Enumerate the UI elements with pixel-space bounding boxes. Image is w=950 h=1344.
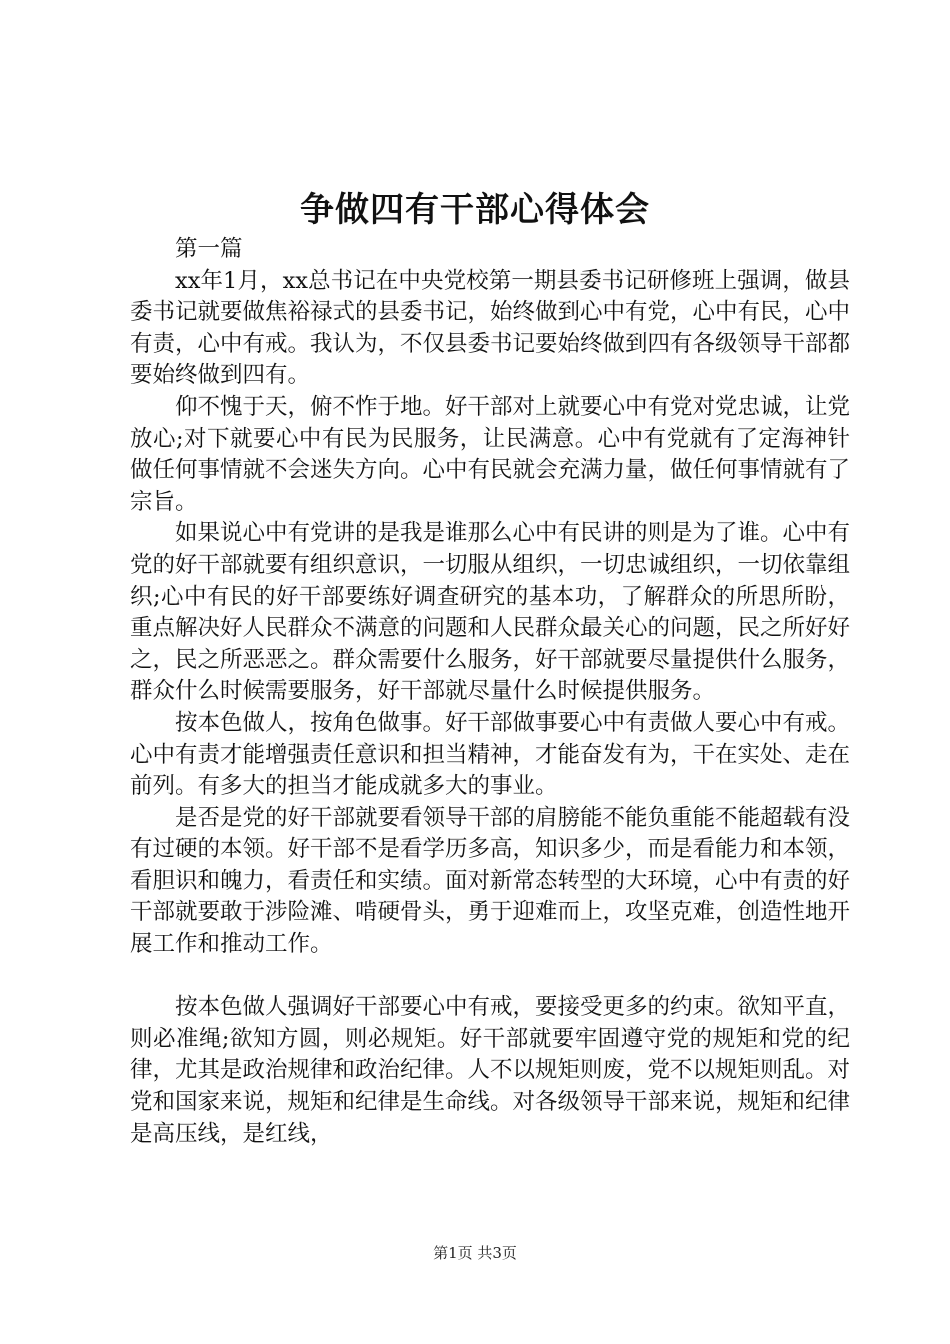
- document-title: 争做四有干部心得体会: [300, 190, 650, 230]
- paragraph-6: 按本色做人强调好干部要心中有戒，要接受更多的约束。欲知平直，则必准绳;欲知方圆，则必规矩。好干部就要牢固遵守党的规矩和党的纪律，尤其是政治规律和政治纪律。人不以规矩则废，党不以规矩则乱。对党和国家来说，规矩和纪律是生命线。对各级领导干部来说，规矩和纪律是高压线，是红线，: [130, 994, 851, 1147]
- paragraph-5: 是否是党的好干部就要看领导干部的肩膀能不能负重能不能超载有没有过硬的本领。好干部不是看学历多高，知识多少，而是看能力和本领，看胆识和魄力，看责任和实绩。面对新常态转型的大环境，心中有责的好干部就要敢于涉险滩、啃硬骨头，勇于迎难而上，攻坚克难，创造性地开展工作和推动工作。: [130, 804, 851, 958]
- paragraph-3: 如果说心中有党讲的是我是谁那么心中有民讲的则是为了谁。心中有党的好干部就要有组织意识，一切服从组织，一切忠诚组织，一切依靠组织;心中有民的好干部要练好调查研究的基本功，了解群众的所思所盼，重点解决好人民群众不满意的问题和人民群众最关心的问题，民之所好好之，民之所恶恶之。群众需要什么服务，好干部就要尽量提供什么服务，群众什么时候需要服务，好干部就尽量什么时候提供服务。: [130, 520, 851, 705]
- paragraph-2: 仰不愧于天，俯不怍于地。好干部对上就要心中有党对党忠诚，让党放心;对下就要心中有民为民服务，让民满意。心中有党就有了定海神针做任何事情就不会迷失方向。心中有民就会充满力量，做任何事情就有了宗旨。: [130, 393, 851, 515]
- paragraph-gap: [130, 961, 850, 993]
- paragraph-4: 按本色做人，按角色做事。好干部做事要心中有责做人要心中有戒。心中有责才能增强责任意识和担当精神，才能奋发有为，干在实处、走在前列。有多大的担当才能成就多大的事业。: [130, 709, 851, 800]
- section-label: 第一篇: [175, 236, 243, 262]
- page-footer: 第1页 共3页: [433, 1244, 517, 1262]
- paragraph-1: xx年1月，xx总书记在中央党校第一期县委书记研修班上强调，做县委书记就要做焦裕禄式的县委书记，始终做到心中有党，心中有民，心中有责，心中有戒。我认为，不仅县委书记要始终做到四有各级领导干部都要始终做到四有。: [130, 267, 851, 389]
- document-body: [130, 234, 850, 1150]
